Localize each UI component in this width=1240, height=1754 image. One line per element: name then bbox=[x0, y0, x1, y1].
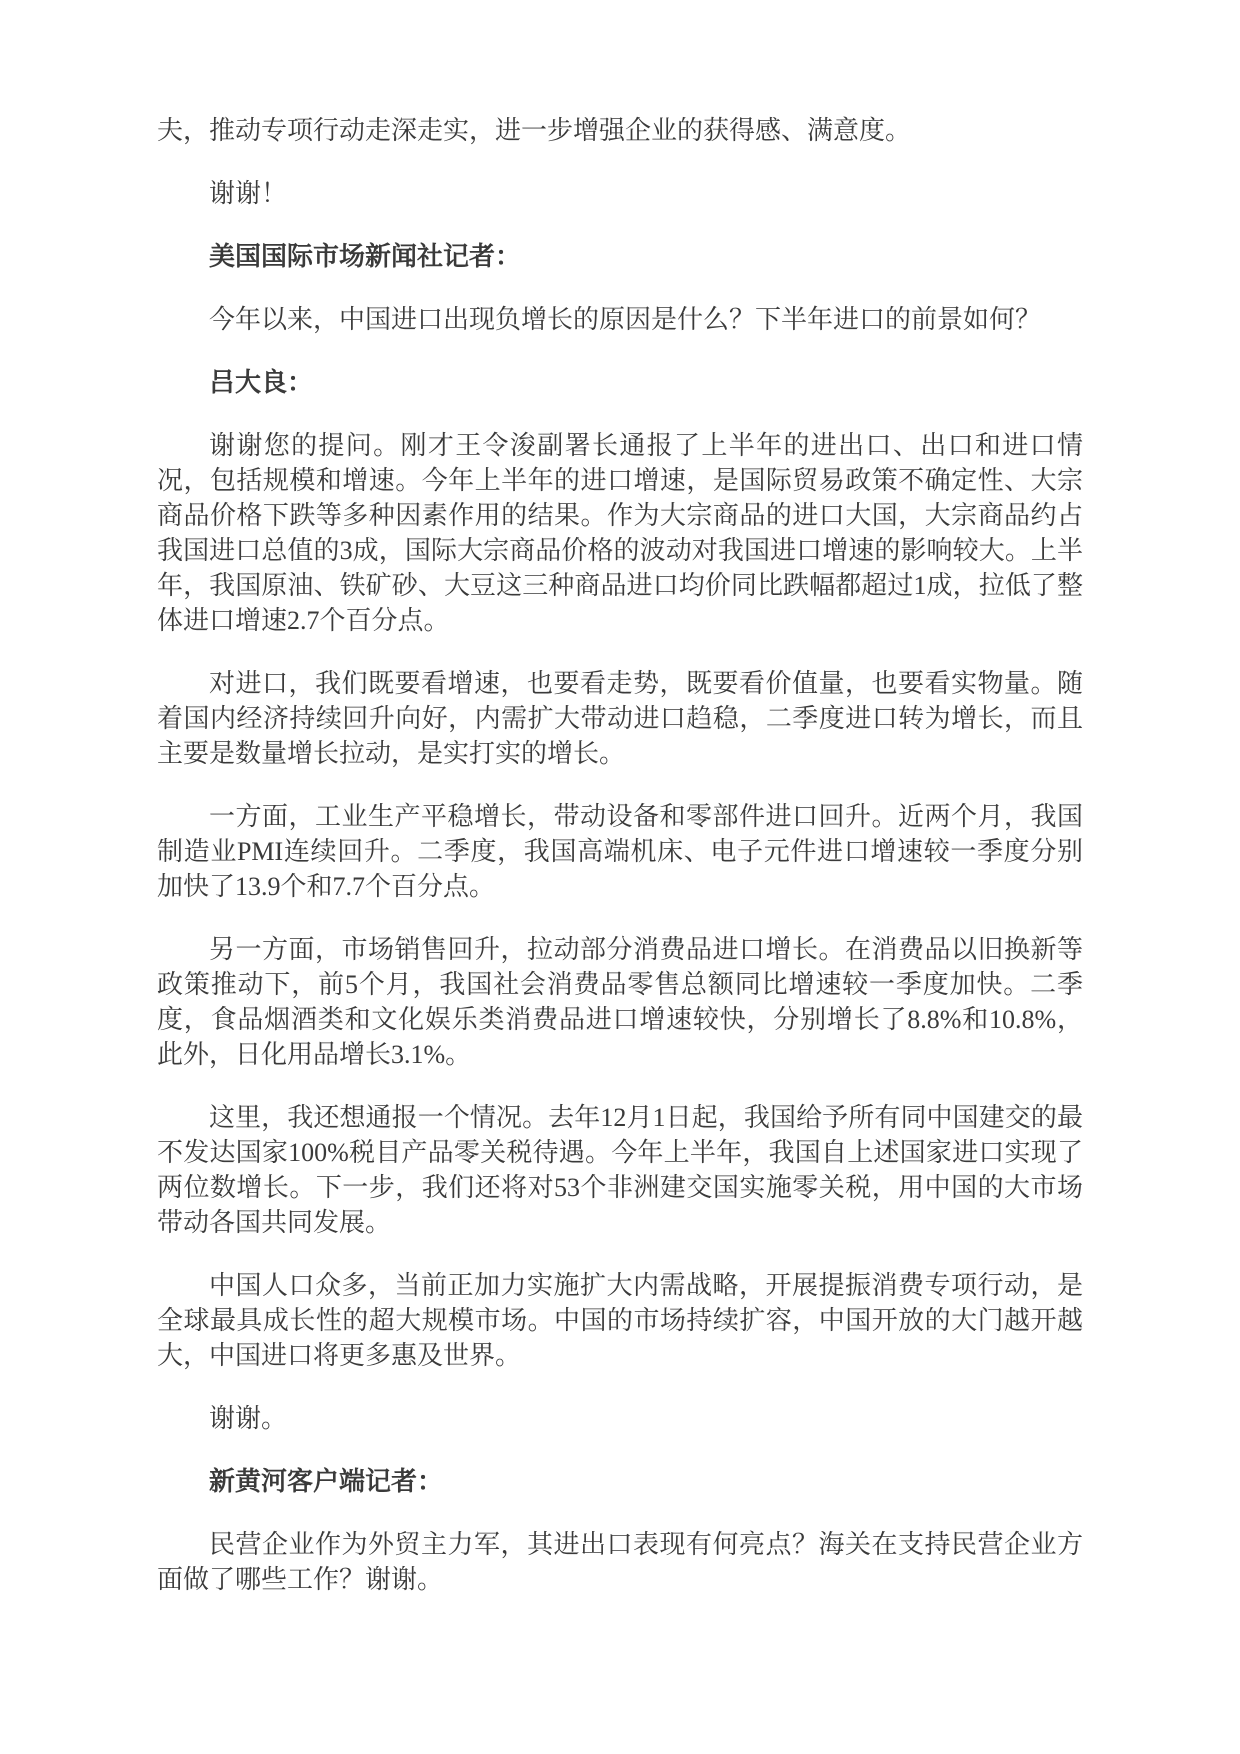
speaker-heading: 美国国际市场新闻社记者： bbox=[209, 242, 522, 271]
paragraph: 这里，我还想通报一个情况。去年12月1日起，我国给予所有同中国建交的最不发达国家100%税目产品零关税待遇。今年上半年，我国自上述国家进口实现了两位数增长。下一步，我们还将对53个非洲建交国实施零关税，用中国的大市场带动各国共同发展。 bbox=[157, 1103, 1083, 1237]
paragraph: 另一方面，市场销售回升，拉动部分消费品进口增长。在消费品以旧换新等政策推动下，前5个月，我国社会消费品零售总额同比增速较一季度加快。二季度，食品烟酒类和文化娱乐类消费品进口增速较快，分别增长了8.8%和10.8%，此外，日化用品增长3.1%。 bbox=[157, 935, 1083, 1069]
speaker-heading: 吕大良： bbox=[209, 368, 314, 397]
paragraph-continuation: 夫，推动专项行动走深走实，进一步增强企业的获得感、满意度。 bbox=[157, 116, 912, 145]
paragraph: 中国人口众多，当前正加力实施扩大内需战略，开展提振消费专项行动，是全球最具成长性的超大规模市场。中国的市场持续扩容，中国开放的大门越开越大，中国进口将更多惠及世界。 bbox=[157, 1271, 1083, 1370]
speaker-heading: 新黄河客户端记者： bbox=[209, 1467, 444, 1496]
paragraph: 对进口，我们既要看增速，也要看走势，既要看价值量，也要看实物量。随着国内经济持续回升向好，内需扩大带动进口趋稳，二季度进口转为增长，而且主要是数量增长拉动，是实打实的增长。 bbox=[157, 669, 1083, 768]
paragraph: 谢谢您的提问。刚才王令浚副署长通报了上半年的进出口、出口和进口情况，包括规模和增速。今年上半年的进口增速，是国际贸易政策不确定性、大宗商品价格下跌等多种因素作用的结果。作为大宗商品的进口大国，大宗商品约占我国进口总值的3成，国际大宗商品价格的波动对我国进口增速的影响较大。上半年，我国原油、铁矿砂、大豆这三种商品进口均价同比跌幅都超过1成，拉低了整体进口增速2.7个百分点。 bbox=[157, 431, 1083, 635]
paragraph: 谢谢。 bbox=[209, 1404, 288, 1433]
paragraph: 今年以来，中国进口出现负增长的原因是什么？下半年进口的前景如何？ bbox=[209, 305, 1042, 334]
paragraph: 谢谢！ bbox=[209, 179, 288, 208]
paragraph: 民营企业作为外贸主力军，其进出口表现有何亮点？海关在支持民营企业方面做了哪些工作？谢谢。 bbox=[157, 1530, 1083, 1594]
paragraph: 一方面，工业生产平稳增长，带动设备和零部件进口回升。近两个月，我国制造业PMI连续回升。二季度，我国高端机床、电子元件进口增速较一季度分别加快了13.9个和7.7个百分点。 bbox=[157, 802, 1083, 901]
